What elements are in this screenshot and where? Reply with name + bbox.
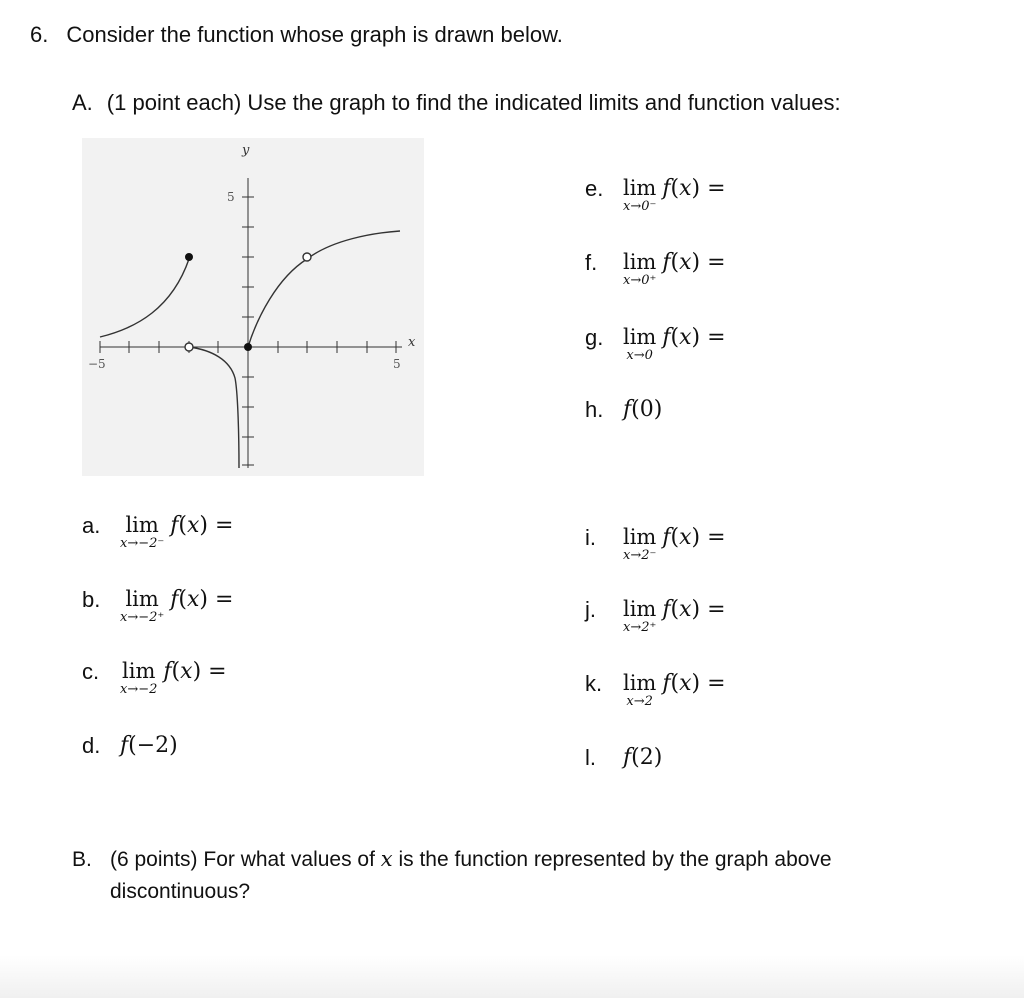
problem-d [82, 732, 178, 760]
part-b [72, 843, 972, 908]
problem-k-letter: k. [585, 671, 603, 696]
question-title [30, 22, 563, 48]
problem-c [82, 658, 227, 696]
curve-middle-branch [189, 347, 239, 468]
part-b-text-before: (6 points) For what values of [110, 848, 381, 871]
x-tick-label-5: 5 [393, 357, 401, 371]
lim-subscript: x→−2 [120, 682, 158, 697]
problem-h-fx: f(0) [623, 397, 663, 422]
problem-b [82, 586, 233, 624]
lim-subscript: x→−2⁺ [120, 610, 165, 625]
part-a-text: (1 point each) Use the graph to find the indicated limits and function values: [106, 90, 841, 115]
part-a-label: A. [72, 90, 93, 115]
lim-subscript: x→2 [626, 694, 653, 709]
problem-e-lim [623, 175, 656, 213]
problem-d-fx: f(−2) [120, 733, 178, 758]
problem-j [585, 596, 726, 634]
part-b-variable: x [380, 847, 393, 871]
x-axis-label: x [408, 335, 416, 350]
problem-d-letter: d. [82, 733, 101, 758]
problem-k-lim [623, 670, 656, 708]
problem-a-fx: f(x) = [170, 513, 234, 538]
problem-l-fx: f(2) [623, 745, 663, 770]
problem-a [82, 512, 233, 550]
lim-word: lim [623, 250, 657, 274]
problem-l [585, 744, 662, 772]
problem-j-lim [623, 596, 656, 634]
lim-subscript: x→2⁺ [623, 620, 657, 635]
open-point-neg2 [185, 343, 193, 351]
curve-right-branch [248, 231, 400, 347]
problem-c-lim [120, 658, 157, 696]
problem-e [585, 175, 726, 213]
open-point-2 [303, 253, 311, 261]
y-tick-label-5: 5 [227, 190, 235, 204]
problem-k-fx: f(x) = [662, 671, 726, 696]
problem-e-fx: f(x) = [662, 176, 726, 201]
problem-j-letter: j. [585, 597, 596, 622]
problem-i-lim [623, 524, 656, 562]
question-number: 6. [30, 22, 49, 47]
problem-g [585, 324, 726, 362]
x-tick-label-neg5: −5 [88, 357, 106, 371]
function-graph [82, 138, 424, 476]
lim-word: lim [623, 525, 657, 549]
problem-h-letter: h. [585, 397, 604, 422]
problem-l-letter: l. [585, 745, 596, 770]
problem-h [585, 396, 662, 424]
problem-e-letter: e. [585, 176, 604, 201]
lim-subscript: x→2⁻ [623, 548, 657, 563]
problem-a-letter: a. [82, 513, 101, 538]
problem-i-letter: i. [585, 525, 596, 550]
part-b-text-after: is the function represented by the graph above [392, 848, 832, 871]
problem-f-lim [623, 249, 656, 287]
lim-subscript: x→0 [626, 348, 653, 363]
problem-b-fx: f(x) = [170, 587, 234, 612]
lim-word: lim [623, 671, 657, 695]
problem-j-fx: f(x) = [662, 597, 726, 622]
part-b-label: B. [72, 848, 92, 871]
graph-svg [82, 138, 424, 476]
problem-g-fx: f(x) = [662, 325, 726, 350]
lim-subscript: x→−2⁻ [120, 536, 165, 551]
part-b-line2: discontinuous? [110, 880, 251, 903]
problem-g-letter: g. [585, 325, 604, 350]
lim-subscript: x→0⁺ [623, 273, 657, 288]
filled-point-neg2 [185, 253, 193, 261]
problem-i-fx: f(x) = [662, 525, 726, 550]
problem-k [585, 670, 726, 708]
filled-point-0 [244, 343, 252, 351]
lim-subscript: x→0⁻ [623, 199, 657, 214]
lim-word: lim [125, 513, 159, 537]
problem-b-lim [120, 586, 164, 624]
problem-c-fx: f(x) = [163, 659, 227, 684]
problem-f [585, 249, 726, 287]
y-axis-label: y [242, 143, 250, 158]
lim-word: lim [623, 597, 657, 621]
lim-word: lim [122, 659, 156, 683]
problem-f-letter: f. [585, 250, 598, 275]
part-b-line1 [72, 843, 972, 876]
problem-c-letter: c. [82, 659, 100, 684]
problem-g-lim [623, 324, 656, 362]
lim-word: lim [125, 587, 159, 611]
problem-i [585, 524, 726, 562]
problem-f-fx: f(x) = [662, 250, 726, 275]
lim-word: lim [623, 325, 657, 349]
curve-left-branch [100, 259, 189, 337]
part-a-heading [72, 90, 841, 116]
problem-a-lim [120, 512, 164, 550]
lim-word: lim [623, 176, 657, 200]
question-text: Consider the function whose graph is drawn below. [66, 22, 563, 47]
problem-b-letter: b. [82, 587, 101, 612]
page-bottom-shade [0, 955, 1024, 998]
